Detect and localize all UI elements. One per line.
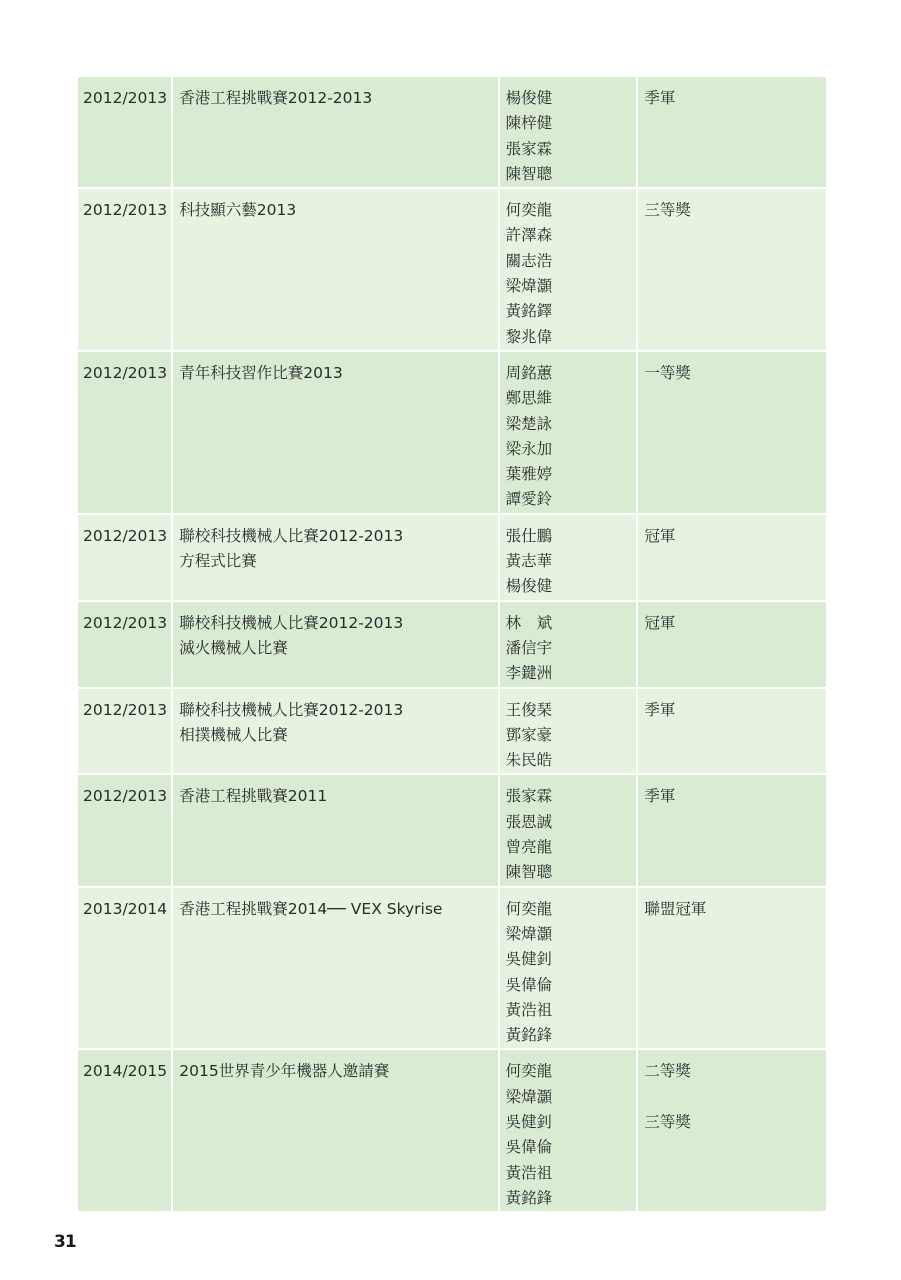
table-row: [78, 601, 826, 688]
year-cell: 2012/2013: [78, 77, 172, 188]
student-name: 梁煒灝: [505, 924, 553, 943]
student-name: 楊俊健: [505, 89, 553, 107]
award-label: 季軍: [644, 787, 676, 806]
student-name: 潘信宇: [505, 638, 553, 657]
competition-cell: [172, 188, 498, 351]
competition-line: 科技顯六藝2013: [179, 201, 297, 220]
student-name: 黃銘鐸: [505, 302, 553, 321]
table-row: [78, 514, 826, 601]
student-name: 黃浩祖: [505, 1000, 553, 1019]
award-cell: [637, 774, 826, 886]
student-name: 曾亮龍: [505, 838, 553, 857]
award-label: 三等獎: [644, 1112, 691, 1131]
names-cell: [499, 887, 638, 1050]
student-name: 黎兆偉: [505, 327, 553, 346]
student-name: 吳健釗: [505, 1112, 553, 1131]
award-cell: [637, 1049, 826, 1212]
year-cell: 2013/2014: [78, 887, 172, 1050]
page-number: 31: [54, 1232, 76, 1252]
table-row: [78, 688, 826, 775]
year-cell: 2012/2013: [78, 601, 172, 688]
table-row: [78, 774, 826, 886]
student-name: 梁永加: [505, 439, 553, 458]
student-name: 黃銘鋒: [505, 1188, 553, 1207]
competition-cell: [172, 351, 498, 514]
award-cell: [637, 351, 826, 514]
award-label: 季軍: [644, 700, 676, 719]
year-cell: 2012/2013: [78, 188, 172, 351]
names-cell: [499, 688, 638, 775]
competition-line: 方程式比賽: [179, 552, 257, 571]
student-name: 陳智聰: [505, 863, 553, 882]
award-label: 一等獎: [644, 363, 691, 382]
competition-cell: [172, 774, 498, 886]
competition-cell: [172, 77, 498, 188]
competition-line: 滅火機械人比賽: [179, 638, 288, 657]
award-cell: [637, 688, 826, 775]
competition-line: 相撲機械人比賽: [179, 725, 288, 744]
names-cell: [499, 188, 638, 351]
competition-line: 聯校科技機械人比賽2012-2013: [179, 526, 404, 545]
student-name: 黃浩祖: [505, 1163, 553, 1182]
student-name: 王俊琹: [505, 700, 553, 719]
competition-line: 香港工程挑戰賽2014── VEX Skyrise: [179, 899, 443, 918]
student-name: 黃志華: [505, 552, 553, 571]
student-name: 關志浩: [505, 251, 553, 270]
award-label: 冠軍: [644, 526, 676, 545]
student-name: 葉雅婷: [505, 465, 553, 484]
competition-cell: [172, 601, 498, 688]
year-cell: 2014/2015: [78, 1049, 172, 1212]
student-name: 何奕龍: [505, 1062, 553, 1081]
student-name: 鄧家豪: [505, 725, 553, 744]
names-cell: [499, 774, 638, 886]
competition-cell: [172, 887, 498, 1050]
names-cell: [499, 601, 638, 688]
awards-table-body: [78, 77, 826, 1212]
student-name: 吳偉倫: [505, 1138, 553, 1157]
competition-line: 香港工程挑戰賽2012-2013: [179, 89, 373, 107]
award-cell: [637, 188, 826, 351]
award-label: 二等獎: [644, 1062, 691, 1081]
student-name: 陳智聰: [505, 164, 553, 183]
competition-line: 2015世界青少年機器人邀請賽: [179, 1062, 390, 1081]
awards-table: [78, 77, 826, 1213]
names-cell: [499, 351, 638, 514]
student-name: 朱民皓: [505, 751, 553, 770]
student-name: 周銘蕙: [505, 363, 553, 382]
table-row: [78, 1049, 826, 1212]
table-row: [78, 188, 826, 351]
student-name: 張恩誠: [505, 812, 553, 831]
year-cell: 2012/2013: [78, 351, 172, 514]
student-name: 梁煒灝: [505, 1087, 553, 1106]
student-name: 鄭思維: [505, 389, 553, 408]
award-label: 季軍: [644, 89, 676, 107]
award-label: 聯盟冠軍: [644, 899, 707, 918]
names-cell: [499, 514, 638, 601]
year-cell: 2012/2013: [78, 688, 172, 775]
award-label: 三等獎: [644, 201, 691, 220]
competition-cell: [172, 688, 498, 775]
student-name: 吳偉倫: [505, 975, 553, 994]
student-name: 林 斌: [505, 613, 553, 632]
student-name: 張家霖: [505, 787, 553, 806]
competition-cell: [172, 514, 498, 601]
names-cell: [499, 77, 638, 188]
award-cell: [637, 514, 826, 601]
table-row: [78, 351, 826, 514]
names-cell: [499, 1049, 638, 1212]
student-name: 譚愛鈴: [505, 490, 553, 509]
table-row: [78, 887, 826, 1050]
table-row: [78, 77, 826, 188]
student-name: 楊俊健: [505, 577, 553, 596]
year-cell: 2012/2013: [78, 514, 172, 601]
competition-line: 香港工程挑戰賽2011: [179, 787, 328, 806]
student-name: 梁煒灝: [505, 277, 553, 296]
year-cell: 2012/2013: [78, 774, 172, 886]
competition-line: 聯校科技機械人比賽2012-2013: [179, 613, 404, 632]
competition-line: 青年科技習作比賽2013: [179, 363, 343, 382]
student-name: 黃銘鋒: [505, 1026, 553, 1045]
student-name: 何奕龍: [505, 201, 553, 220]
award-cell: [637, 601, 826, 688]
award-cell: [637, 887, 826, 1050]
award-cell: [637, 77, 826, 188]
award-label: 冠軍: [644, 613, 676, 632]
student-name: 何奕龍: [505, 899, 553, 918]
student-name: 張家霖: [505, 139, 553, 158]
student-name: 陳梓健: [505, 114, 553, 133]
student-name: 張仕鵬: [505, 526, 553, 545]
student-name: 李鍵洲: [505, 664, 553, 683]
competition-cell: [172, 1049, 498, 1212]
student-name: 許澤森: [505, 226, 553, 245]
student-name: 梁楚詠: [505, 414, 553, 433]
competition-line: 聯校科技機械人比賽2012-2013: [179, 700, 404, 719]
student-name: 吳健釗: [505, 950, 553, 969]
